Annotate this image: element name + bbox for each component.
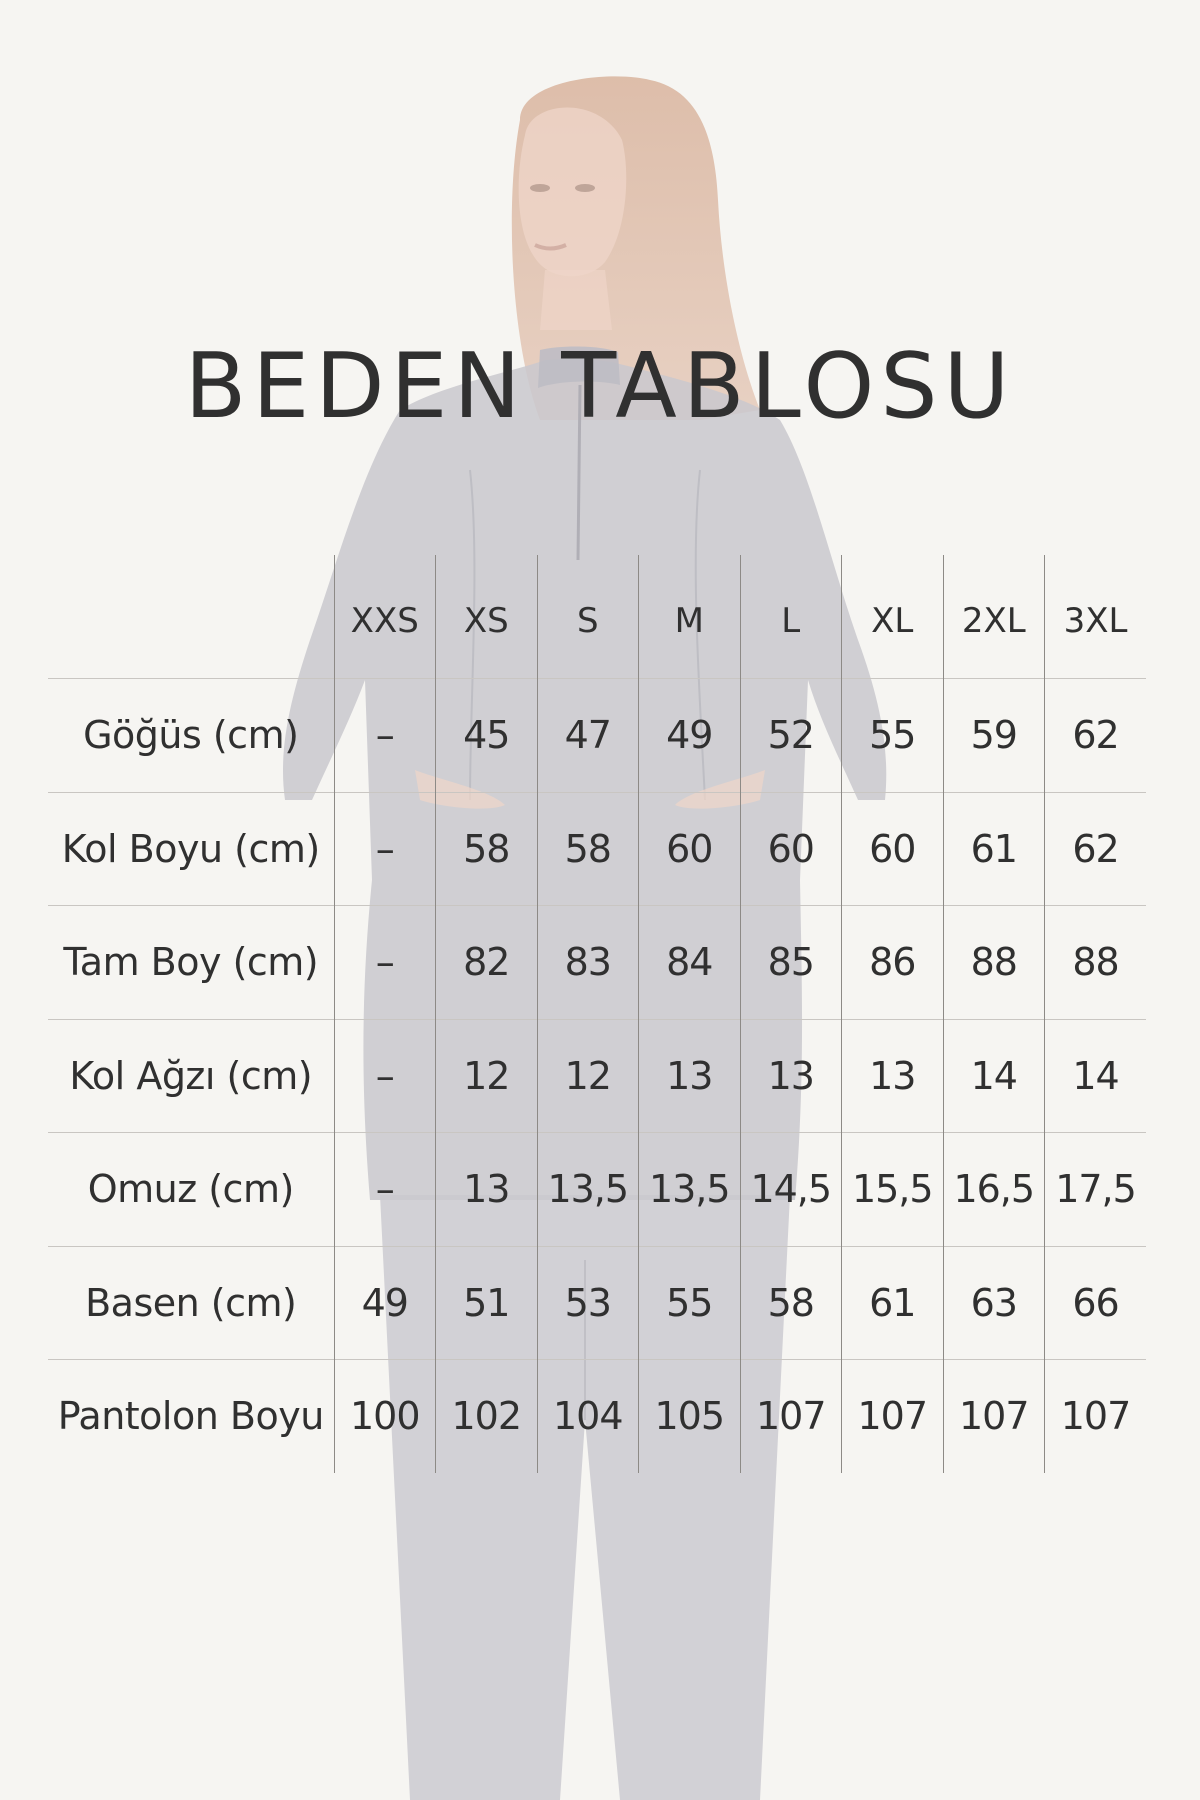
table-cell: 58 xyxy=(740,1246,842,1360)
page-title: BEDEN TABLOSU xyxy=(184,334,1016,440)
table-row xyxy=(48,679,1146,793)
row-label-kol-agzi: Kol Ağzı (cm) xyxy=(69,1053,313,1098)
table-cell: – xyxy=(334,679,436,793)
table-cell: 104 xyxy=(537,1360,639,1473)
table-row xyxy=(48,1246,1146,1360)
table-cell: 45 xyxy=(436,679,538,793)
row-label-kol-boyu: Kol Boyu (cm) xyxy=(61,826,320,871)
table-cell: 88 xyxy=(1045,906,1147,1020)
table-row xyxy=(48,1019,1146,1133)
table-cell: 62 xyxy=(1045,679,1147,793)
table-cell: 84 xyxy=(639,906,741,1020)
table-cell: 55 xyxy=(639,1246,741,1360)
table-cell: – xyxy=(334,906,436,1020)
table-cell: 107 xyxy=(1045,1360,1147,1473)
table-cell: 17,5 xyxy=(1045,1133,1147,1247)
table-cell: 107 xyxy=(842,1360,944,1473)
size-header-l: L xyxy=(740,555,842,679)
size-header-xs: XS xyxy=(436,555,538,679)
table-cell: 16,5 xyxy=(943,1133,1045,1247)
size-header-xxs: XXS xyxy=(334,555,436,679)
table-cell: 63 xyxy=(943,1246,1045,1360)
table-cell: 59 xyxy=(943,679,1045,793)
table-cell: 107 xyxy=(943,1360,1045,1473)
table-cell: 13 xyxy=(740,1019,842,1133)
row-label-gogus: Göğüs (cm) xyxy=(83,713,299,758)
table-corner xyxy=(48,555,334,679)
table-cell: 47 xyxy=(537,679,639,793)
table-cell: – xyxy=(334,1133,436,1247)
table-row xyxy=(48,792,1146,906)
table-cell: 107 xyxy=(740,1360,842,1473)
row-label-tam-boy: Tam Boy (cm) xyxy=(63,940,319,985)
table-cell: 13 xyxy=(842,1019,944,1133)
size-header-m: M xyxy=(639,555,741,679)
table-cell: 102 xyxy=(436,1360,538,1473)
table-cell: 66 xyxy=(1045,1246,1147,1360)
table-row xyxy=(48,1360,1146,1473)
table-cell: 15,5 xyxy=(842,1133,944,1247)
table-cell: 60 xyxy=(740,792,842,906)
table-cell: 88 xyxy=(943,906,1045,1020)
table-cell: 105 xyxy=(639,1360,741,1473)
table-cell: 55 xyxy=(842,679,944,793)
table-cell: 85 xyxy=(740,906,842,1020)
table-cell: 49 xyxy=(334,1246,436,1360)
table-cell: 60 xyxy=(842,792,944,906)
size-header-row xyxy=(48,555,1146,679)
table-cell: 60 xyxy=(639,792,741,906)
table-cell: 52 xyxy=(740,679,842,793)
row-label-pantolon-boyu: Pantolon Boyu xyxy=(57,1394,324,1439)
size-header-xl: XL xyxy=(842,555,944,679)
size-table xyxy=(48,555,1146,1473)
table-cell: 83 xyxy=(537,906,639,1020)
table-cell: 58 xyxy=(537,792,639,906)
row-label-basen: Basen (cm) xyxy=(85,1280,297,1325)
table-cell: 49 xyxy=(639,679,741,793)
table-cell: 58 xyxy=(436,792,538,906)
size-header-s: S xyxy=(537,555,639,679)
table-cell: – xyxy=(334,792,436,906)
table-cell: 62 xyxy=(1045,792,1147,906)
table-cell: 53 xyxy=(537,1246,639,1360)
table-cell: 13 xyxy=(436,1133,538,1247)
table-cell: 12 xyxy=(436,1019,538,1133)
table-cell: 13 xyxy=(639,1019,741,1133)
table-cell: 14 xyxy=(1045,1019,1147,1133)
row-label-omuz: Omuz (cm) xyxy=(87,1167,294,1212)
table-cell: 14 xyxy=(943,1019,1045,1133)
table-cell: 51 xyxy=(436,1246,538,1360)
table-row xyxy=(48,906,1146,1020)
table-cell: 13,5 xyxy=(537,1133,639,1247)
table-cell: 13,5 xyxy=(639,1133,741,1247)
table-row xyxy=(48,1133,1146,1247)
size-header-2xl: 2XL xyxy=(943,555,1045,679)
table-cell: 100 xyxy=(334,1360,436,1473)
table-cell: 61 xyxy=(842,1246,944,1360)
table-cell: – xyxy=(334,1019,436,1133)
size-header-3xl: 3XL xyxy=(1045,555,1147,679)
table-cell: 14,5 xyxy=(740,1133,842,1247)
table-cell: 12 xyxy=(537,1019,639,1133)
table-cell: 82 xyxy=(436,906,538,1020)
table-cell: 61 xyxy=(943,792,1045,906)
table-cell: 86 xyxy=(842,906,944,1020)
